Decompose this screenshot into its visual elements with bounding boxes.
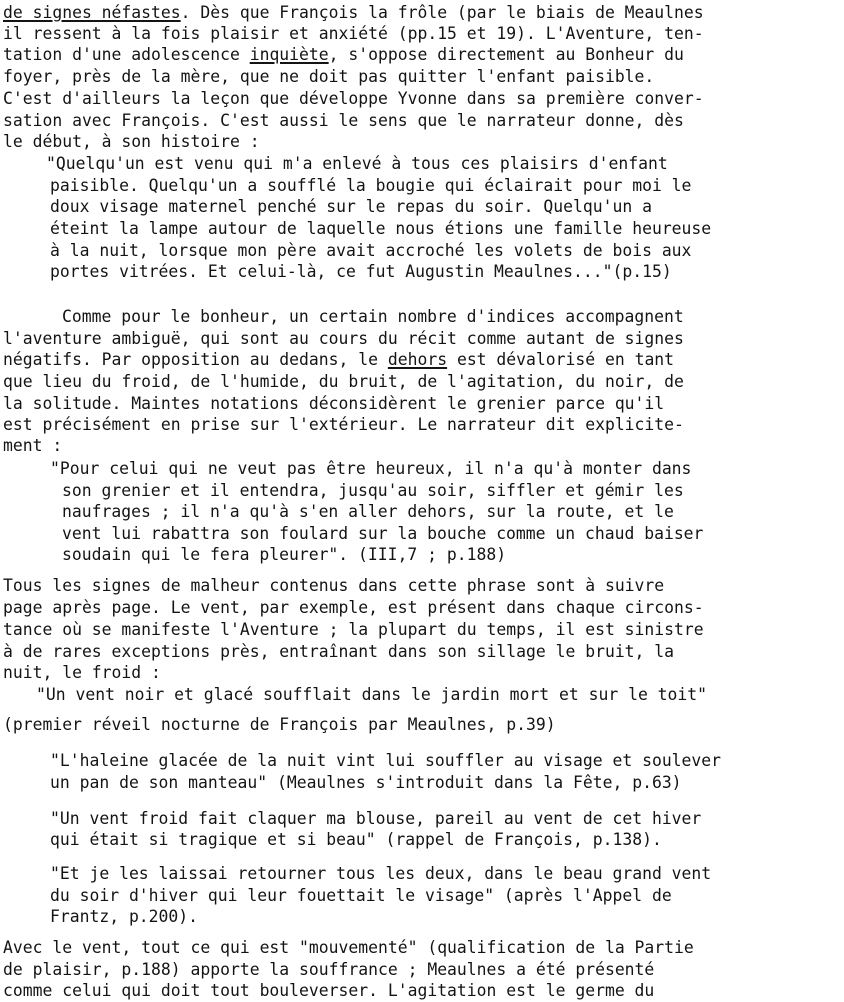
quote-line: "L'haleine glacée de la nuit vint lui souffler au visage et soulever <box>50 751 722 770</box>
quote-line: "Pour celui qui ne veut pas être heureux, il n'a qu'à monter dans <box>50 459 692 478</box>
underlined-word: dehors <box>387 350 448 369</box>
text-line: que lieu du froid, de l'humide, du bruit, de l'agitation, du noir, de <box>3 372 684 391</box>
text-line: (premier réveil nocturne de François par Meaulnes, p.39) <box>3 715 556 734</box>
text-fragment: tation d'une adolescence <box>3 45 250 64</box>
quote-line: son grenier et il entendra, jusqu'au soir, siffler et gémir les <box>62 481 684 500</box>
text-line: Avec le vent, tout ce qui est "mouvementé" (qualification de la Partie <box>3 938 694 957</box>
text-line: à de rares exceptions près, entraînant dans son sillage le bruit, la <box>3 642 675 661</box>
text-line: de plaisir, p.188) apporte la souffrance ; Meaulnes a été présenté <box>3 960 655 979</box>
text-line: foyer, près de la mère, que ne doit pas quitter l'enfant paisible. <box>3 67 655 86</box>
quote-line: doux visage maternel penché sur le repas du soir. Quelqu'un a <box>50 197 652 216</box>
text-line: Comme pour le bonheur, un certain nombre d'indices accompagnent <box>62 307 684 326</box>
underlined-word: inquiète <box>249 45 329 64</box>
text-fragment: . Dès que François la frôle (par le biais de Meaulnes <box>180 3 704 22</box>
text-line <box>3 2 704 23</box>
quote-line: à la nuit, lorsque mon père avait accroché les volets de bois aux <box>50 241 692 260</box>
text-line: la solitude. Maintes notations déconsidèrent le grenier parce qu'il <box>3 394 665 413</box>
text-fragment: , s'oppose directement au Bonheur du <box>328 45 684 64</box>
quote-line: qui était si tragique et si beau" (rappel de François, p.138). <box>50 830 662 849</box>
text-line: sation avec François. C'est aussi le sens que le narrateur donne, dès <box>3 111 684 130</box>
text-line: il ressent à la fois plaisir et anxiété (pp.15 et 19). L'Aventure, ten- <box>3 24 704 43</box>
text-line: Tous les signes de malheur contenus dans cette phrase sont à suivre <box>3 576 665 595</box>
text-line: ment : <box>3 436 63 455</box>
text-line: comme celui qui doit tout bouleverser. L'agitation est le germe du <box>3 981 655 1000</box>
text-line: tance où se manifeste l'Aventure ; la plupart du temps, il est sinistre <box>3 620 704 639</box>
quote-line: "Quelqu'un est venu qui m'a enlevé à tous ces plaisirs d'enfant <box>46 154 668 173</box>
quote-line: éteint la lampe autour de laquelle nous étions une famille heureuse <box>50 219 712 238</box>
quote-line: du soir d'hiver qui leur fouettait le visage" (après l'Appel de <box>50 886 672 905</box>
text-line: est précisément en prise sur l'extérieur. Le narrateur dit explicite- <box>3 415 684 434</box>
quote-line: "Un vent froid fait claquer ma blouse, pareil au vent de cet hiver <box>50 809 702 828</box>
underlined-phrase: de signes néfastes <box>3 3 181 22</box>
quote-line: naufrages ; il n'a qu'à s'en aller dehors, sur la route, et le <box>62 502 674 521</box>
text-fragment: est dévalorisé en tant <box>447 350 675 369</box>
quote-line: vent lui rabattra son foulard sur la bouche comme un chaud baiser <box>62 524 704 543</box>
text-line: page après page. Le vent, par exemple, est présent dans chaque circons- <box>3 598 704 617</box>
quote-line: "Un vent noir et glacé soufflait dans le jardin mort et sur le toit" <box>36 685 708 704</box>
quote-line: portes vitrées. Et celui-là, ce fut Augustin Meaulnes..."(p.15) <box>50 262 672 281</box>
quote-line: Frantz, p.200). <box>50 907 199 926</box>
text-fragment: négatifs. Par opposition au dedans, le <box>3 350 388 369</box>
text-line: l'aventure ambiguë, qui sont au cours du récit comme autant de signes <box>3 329 684 348</box>
quote-line: soudain qui le fera pleurer". (III,7 ; p.188) <box>62 545 507 564</box>
text-line <box>3 349 674 370</box>
quote-line: paisible. Quelqu'un a soufflé la bougie qui éclairait pour moi le <box>50 176 692 195</box>
text-line: C'est d'ailleurs la leçon que développe Yvonne dans sa première conver- <box>3 89 704 108</box>
text-line: nuit, le froid : <box>3 663 161 682</box>
quote-line: un pan de son manteau" (Meaulnes s'introduit dans la Fête, p.63) <box>50 773 682 792</box>
text-line: le début, à son histoire : <box>3 132 260 151</box>
quote-line: "Et je les laissai retourner tous les deux, dans le beau grand vent <box>50 864 712 883</box>
text-line <box>3 44 684 65</box>
